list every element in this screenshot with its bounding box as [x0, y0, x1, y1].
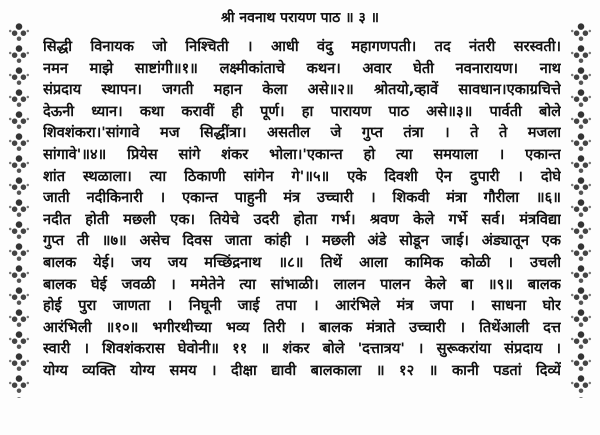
verse-line: जाती नदीकिनारी । एकान्त पाहुनी मंत्र उच्चारी । शिकवी मंत्रा गौरीला ॥६॥	[43, 189, 561, 207]
verse-line: संप्रदाय स्थापन। जगती महान केला असे॥२॥ श्रोतयो,व्हावें सावधान।एकाग्रचित्ते	[43, 81, 561, 99]
verse-line: बालक येई। जय जय मच्छिंद्रनाथ ॥८॥ तिथें आला कामिक कोळी । उचली	[43, 253, 561, 271]
ornamental-border-right-icon	[570, 20, 592, 398]
verse-line: शिवशंकरा।'सांगावे मज सिद्धींत्रा। असतील जे गुप्त तंत्रा । ते ते मजला	[43, 124, 561, 142]
verse-line: गुप्त ती ॥७॥ असेच दिवस जाता कांही । मछली अंडे सोडून जाई। अंड्यातून एक	[43, 232, 561, 250]
verse-line: स्वारी । शिवशंकरास घेवोनी॥ ११ ॥ शंकर बोले 'दत्तात्रय' । सुरूकरांया संप्रदाय ।	[43, 340, 561, 358]
verse-line: बालक घेई जवळी । ममेतेने त्या सांभाळी। लालन पालन केले बा ॥९॥ बालक	[43, 275, 561, 293]
verse-line: नमन माझे साष्टांगी॥१॥ लक्ष्मीकांताचे कथन। अवार घेती नवनारायण। नाथ	[43, 59, 561, 77]
verse-line: आरंभिली ॥१०॥ भगीरथीच्या भव्य तिरी । बालक मंत्राते उच्चारी । तिथेंआली दत्त	[43, 318, 561, 336]
verse-line: देऊनी ध्यान। कथा करावीं ही पूर्ण। हा पारायण पाठ असे॥३॥ पार्वती बोले	[43, 102, 561, 120]
verse-line: सांगावे'॥४॥ प्रियेस सांगे शंकर भोला।'एकान्त हो त्या समयाला । एकान्त	[43, 145, 561, 163]
verse-line: सिद्धी विनायक जो निश्चिती । आधी वंदु महागणपती। तद नंतरी सरस्वती।	[43, 38, 561, 55]
verse-body	[43, 36, 561, 382]
ornamental-border-left-icon	[8, 20, 30, 398]
verse-line: शांत स्थळाला। त्या ठिकाणी सांगेन गे'॥५॥ एके दिवशी ऐन दुपारी । दोघे	[43, 167, 561, 185]
page-title: श्री नवनाथ परायण पाठ ॥ ३ ॥	[221, 10, 379, 26]
verse-line: नदीत होती मछली एक। तियेचे उदरी होता गर्भ। श्रवण केले गर्भे सर्व। मंत्रविद्या	[43, 210, 561, 228]
verse-line: होई पुरा जाणता । निघूनी जाई तपा । आरंभिले मंत्र जपा । साधना घोर	[43, 297, 561, 315]
verse-line: योग्य व्यक्ति योग्य समय । दीक्षा द्यावी बालकाला ॥ १२ ॥ कानी पडतां दिव्यें	[43, 361, 561, 379]
